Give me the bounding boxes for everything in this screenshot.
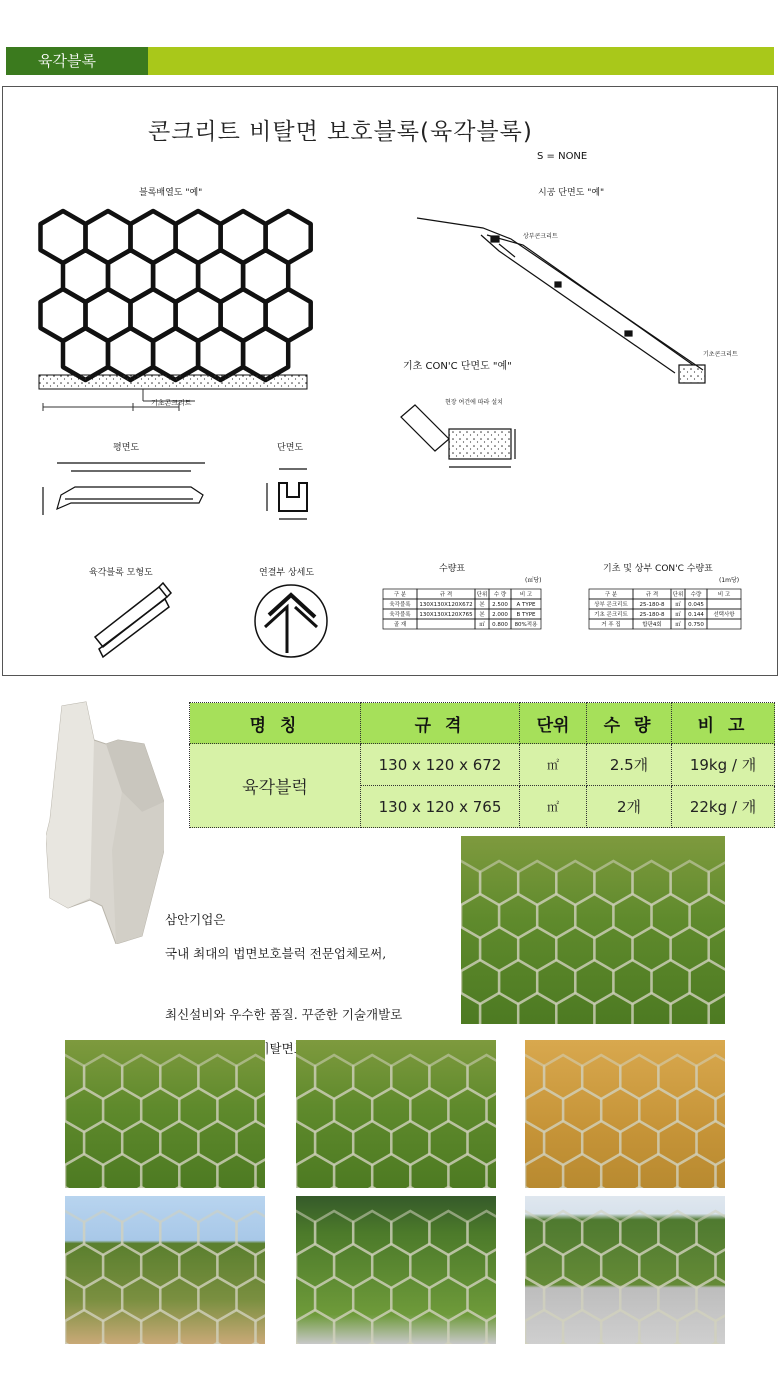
photo-hex — [582, 1343, 620, 1344]
photo-hex — [461, 993, 480, 1024]
spec-header-name: 명 칭 — [190, 703, 361, 744]
table-cell-text: 구 분 — [393, 592, 407, 598]
spec-header-unit: 단위 — [520, 703, 587, 744]
spec-unit: ㎡ — [520, 744, 587, 786]
table-cell-text: 130X130X120X672 — [419, 602, 473, 608]
photo-hex — [65, 1154, 103, 1188]
hex-cell — [153, 328, 198, 380]
photo-hex — [65, 1343, 84, 1344]
quantity-table — [383, 589, 541, 629]
photo-hex — [65, 1187, 84, 1188]
photo-hex — [582, 1187, 620, 1188]
intro-line: 비탈면보호에 — [257, 1041, 330, 1056]
photo-hex — [468, 1277, 497, 1321]
photo-hex — [518, 993, 556, 1024]
photo-hex — [179, 1154, 217, 1188]
spec-note: 19kg / 개 — [672, 744, 775, 786]
table-cell-text: 비 고 — [519, 592, 533, 598]
table-cell-text: 단위 — [476, 592, 488, 598]
photo-hex — [198, 1343, 236, 1344]
site-photo-4 — [65, 1196, 265, 1344]
photo-hex — [391, 1187, 429, 1188]
photo-hex — [296, 1187, 315, 1188]
table-cell-text: 수량 — [690, 592, 702, 598]
photo-hex — [544, 1343, 582, 1344]
table-cell-text: ㎡ — [675, 622, 681, 628]
table-cell-text: ㎥ — [675, 602, 681, 608]
table-cell-text: 본 — [479, 602, 485, 608]
label-site: 현장 여건에 따라 설치 — [445, 399, 503, 406]
photo-hex — [525, 1154, 563, 1188]
photo-hex — [677, 1154, 715, 1188]
table-cell-text: 규 격 — [439, 592, 453, 598]
joint-detail — [255, 585, 327, 657]
photo-hex — [296, 1154, 334, 1188]
photo-hex — [563, 1310, 601, 1344]
qty-title: 수량표 — [439, 564, 466, 574]
table-cell-text: 0.045 — [688, 602, 704, 608]
site-photo-6 — [525, 1196, 725, 1344]
photo-hex — [601, 1310, 639, 1344]
site-photo-5 — [296, 1196, 496, 1344]
table-row — [190, 744, 775, 786]
photo-hex — [697, 1277, 726, 1321]
spec-qty: 2개 — [587, 786, 672, 828]
photo-hex — [122, 1343, 160, 1344]
photo-hex — [487, 1310, 497, 1344]
photo-hex — [217, 1154, 255, 1188]
label-base-concrete: 기초콘크리트 — [151, 399, 192, 407]
photo-hex — [198, 1187, 236, 1188]
table-cell-text: 비 고 — [717, 592, 731, 598]
photo-hex — [237, 1343, 266, 1344]
technical-drawing — [2, 86, 778, 676]
table-cell-text: 거 푸 집 — [601, 622, 621, 628]
photo-hex — [468, 1055, 497, 1099]
concrete-quantity-table — [589, 589, 741, 629]
photo-hex — [620, 1343, 658, 1344]
page-title: 육각블록 — [38, 52, 96, 70]
photo-hex — [525, 1343, 544, 1344]
table-cell-text: 130X130X120X765 — [419, 612, 473, 618]
photo-hex — [410, 1154, 448, 1188]
photo-hex — [594, 993, 632, 1024]
photo-hex — [372, 1310, 410, 1344]
photo-hex — [179, 1310, 217, 1344]
table-cell-text: 0.144 — [688, 612, 704, 618]
qty-unit: (㎡당) — [525, 577, 542, 584]
table-cell-text: 2.500 — [492, 602, 508, 608]
intro-line: 최신설비와 우수한 품질. 꾸준한 기술개발로 — [165, 1007, 403, 1022]
photo-hex — [709, 993, 725, 1024]
spec-size: 130 x 120 x 765 — [361, 786, 520, 828]
table-cell-text: 2.000 — [492, 612, 508, 618]
conc-unit: (1m당) — [719, 577, 740, 584]
section-title: 시공 단면도 "예" — [538, 188, 605, 198]
drawing-title: 콘크리트 비탈면 보호블록(육각블록) — [148, 119, 533, 145]
foundation-section — [401, 405, 515, 467]
photo-hex — [716, 1154, 726, 1188]
photo-hex — [487, 1154, 497, 1188]
photo-hex — [525, 1187, 544, 1188]
photo-hex — [141, 1154, 179, 1188]
hex-cell — [198, 328, 243, 380]
photo-hex — [296, 1310, 334, 1344]
table-cell-text: 80%적용 — [514, 622, 538, 628]
spec-header-size: 규 격 — [361, 703, 520, 744]
photo-hex — [353, 1187, 391, 1188]
spec-header-qty: 수 량 — [587, 703, 672, 744]
photo-hex — [671, 993, 709, 1024]
cross-title: 단면도 — [277, 443, 304, 453]
block-photo — [46, 700, 164, 944]
photo-hex — [716, 1310, 726, 1344]
photo-hex — [633, 993, 671, 1024]
table-cell-text: 기초 콘크리트 — [594, 612, 628, 618]
photo-hex — [697, 1055, 726, 1099]
label-top-concrete: 상부콘크리트 — [523, 233, 558, 240]
photo-hex — [237, 1055, 266, 1099]
photo-hex — [448, 1310, 486, 1344]
photo-hex — [410, 1310, 448, 1344]
spec-table — [189, 702, 775, 828]
photo-hex — [620, 1187, 658, 1188]
photo-hex — [429, 1187, 467, 1188]
plan-view — [43, 463, 205, 515]
photo-hex — [353, 1343, 391, 1344]
layout-title: 블록배열도 "예" — [139, 188, 203, 198]
base-concrete-strip — [39, 375, 307, 389]
photo-hex — [315, 1187, 353, 1188]
table-cell-text: ㎥ — [675, 612, 681, 618]
photo-hex — [468, 1343, 497, 1344]
site-photo-large — [461, 836, 725, 1024]
photo-hex — [658, 1343, 696, 1344]
photo-hex — [697, 1343, 726, 1344]
photo-hex — [237, 1211, 266, 1255]
photo-hex — [84, 1343, 122, 1344]
photo-hex — [237, 1121, 266, 1165]
site-photo-1 — [65, 1040, 265, 1188]
spec-qty: 2.5개 — [587, 744, 672, 786]
photo-hex — [556, 993, 594, 1024]
table-cell-text: ㎥ — [479, 622, 485, 628]
table-cell — [707, 599, 741, 609]
photo-hex — [639, 1154, 677, 1188]
photo-hex — [217, 1310, 255, 1344]
table-cell-text: 선택사항 — [713, 612, 735, 618]
photo-hex — [160, 1343, 198, 1344]
hex-cell — [243, 328, 288, 380]
photo-hex — [697, 1211, 726, 1255]
intro-line: 국내 최대의 법면보호블럭 전문업체로써, — [165, 946, 387, 961]
table-cell-text: 본 — [479, 612, 485, 618]
block-model — [95, 583, 171, 657]
joint-title: 연결부 상세도 — [259, 568, 315, 578]
photo-hex — [429, 1343, 467, 1344]
photo-hex — [256, 1310, 266, 1344]
photo-hex — [315, 1343, 353, 1344]
table-cell-text: 골 재 — [393, 622, 407, 628]
photo-hex — [391, 1343, 429, 1344]
photo-hex — [468, 1121, 497, 1165]
table-cell-text: 규 격 — [645, 592, 659, 598]
photo-hex — [697, 1187, 726, 1188]
photo-hex — [122, 1187, 160, 1188]
hex-cell — [63, 328, 108, 380]
spec-note: 22kg / 개 — [672, 786, 775, 828]
photo-hex — [480, 993, 518, 1024]
photo-hex — [658, 1187, 696, 1188]
drawing-scale: S = NONE — [537, 151, 588, 162]
intro-line: 삼안기업은 — [165, 912, 226, 927]
photo-hex — [237, 1277, 266, 1321]
table-cell-text: 육각블록 — [389, 602, 411, 608]
cross-section-view — [267, 469, 307, 519]
hex-cell — [108, 328, 153, 380]
photo-hex — [563, 1154, 601, 1188]
photo-hex — [256, 1154, 266, 1188]
photo-hex — [103, 1310, 141, 1344]
photo-hex — [448, 1154, 486, 1188]
photo-hex — [601, 1154, 639, 1188]
photo-hex — [372, 1154, 410, 1188]
photo-hex — [677, 1310, 715, 1344]
table-cell-text: 상부 콘크리트 — [594, 602, 628, 608]
table-cell-text: 단위 — [672, 592, 684, 598]
spec-header-note: 비 고 — [672, 703, 775, 744]
spec-size: 130 x 120 x 672 — [361, 744, 520, 786]
table-cell-text: 0.750 — [688, 622, 704, 628]
photo-hex — [237, 1187, 266, 1188]
foundation-title: 기초 CON'C 단면도 "예" — [403, 361, 512, 372]
hex-block-layout — [41, 211, 311, 380]
spec-unit: ㎡ — [520, 786, 587, 828]
photo-hex — [525, 1310, 563, 1344]
spec-name: 육각블럭 — [190, 744, 361, 828]
photo-hex — [468, 1211, 497, 1255]
photo-hex — [296, 1343, 315, 1344]
photo-hex — [141, 1310, 179, 1344]
photo-hex — [334, 1154, 372, 1188]
site-photo-2 — [296, 1040, 496, 1188]
table-cell-text: A TYPE — [516, 602, 536, 608]
table-cell-text: B TYPE — [516, 612, 536, 618]
photo-hex — [160, 1187, 198, 1188]
table-cell-text: 합판4회 — [642, 622, 662, 628]
photo-hex — [84, 1187, 122, 1188]
table-cell-text: 수 량 — [493, 592, 507, 598]
table-cell-text: 25-180-8 — [639, 612, 665, 618]
site-photo-3 — [525, 1040, 725, 1188]
table-cell — [707, 619, 741, 629]
table-cell-text: 육각블록 — [389, 612, 411, 618]
photo-hex — [697, 1121, 726, 1165]
photo-hex — [544, 1187, 582, 1188]
photo-hex — [103, 1154, 141, 1188]
photo-hex — [334, 1310, 372, 1344]
photo-hex — [639, 1310, 677, 1344]
photo-hex — [468, 1187, 497, 1188]
table-cell-text: 구 분 — [604, 592, 618, 598]
table-cell — [417, 619, 475, 629]
conc-qty-title: 기초 및 상부 CON'C 수량표 — [603, 564, 713, 574]
table-cell-text: 0.800 — [492, 622, 508, 628]
plan-title: 평면도 — [113, 443, 140, 453]
photo-hex — [65, 1310, 103, 1344]
model-title: 육각블록 모형도 — [89, 568, 153, 578]
table-cell-text: 25-180-8 — [639, 602, 665, 608]
label-base-concrete-2: 기초콘크리트 — [703, 351, 738, 358]
